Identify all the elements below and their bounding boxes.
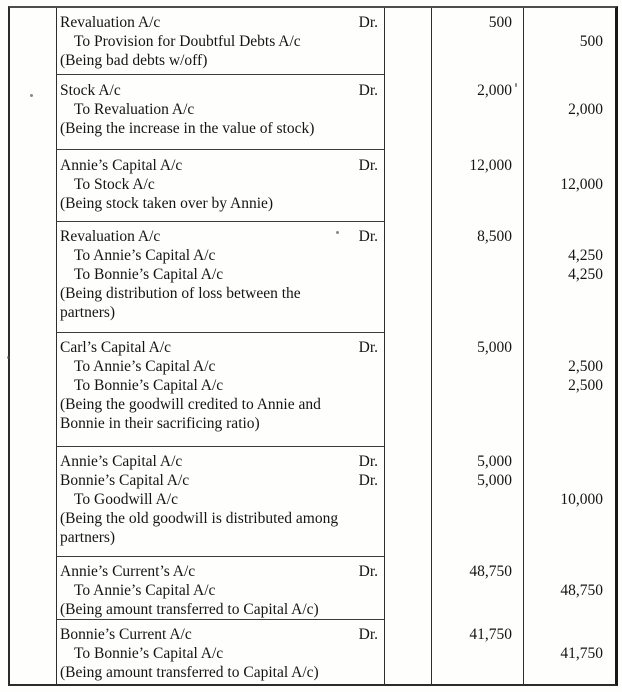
ledger-folio-cell [384, 333, 431, 447]
scan-speck [7, 356, 10, 359]
debit-amount [432, 581, 523, 600]
account-line [60, 100, 380, 119]
journal-entry-row [10, 150, 615, 222]
narration-line [60, 395, 380, 414]
scan-speck [336, 231, 339, 234]
account-name: Bonnie’s Current A/c [60, 626, 192, 643]
account-line [60, 338, 380, 357]
debit-amount [432, 663, 523, 682]
account-line [60, 156, 380, 175]
narration-text: (Being distribution of loss between the [60, 285, 301, 302]
credit-amount [524, 562, 615, 581]
credit-amount [524, 194, 615, 213]
narration-line [60, 509, 380, 528]
credit-amount-cell [523, 557, 615, 620]
credit-amount [524, 284, 615, 303]
account-name: Annie’s Capital A/c [60, 157, 183, 174]
credit-amount [524, 227, 615, 246]
date-cell [10, 620, 56, 684]
dr-label: Dr. [358, 563, 378, 580]
account-name: Stock A/c [60, 82, 121, 99]
credit-amount [524, 338, 615, 357]
debit-amount: 5,000 [477, 472, 512, 489]
credit-amount [524, 414, 615, 433]
account-name: To Bonnie’s Capital A/c [74, 377, 224, 394]
credit-amount: 4,250 [568, 247, 603, 264]
credit-amount: 2,500 [568, 358, 603, 375]
account-line [60, 265, 380, 284]
debit-amount [432, 265, 523, 284]
account-name: To Annie’s Capital A/c [74, 358, 216, 375]
credit-amount: 500 [579, 33, 603, 50]
particulars-cell [56, 150, 384, 222]
narration-line [60, 663, 380, 682]
journal-entry-row [10, 557, 615, 620]
credit-amount [524, 452, 615, 471]
credit-amount-cell [523, 8, 615, 75]
dr-label: Dr. [358, 339, 378, 356]
dr-label: Dr. [358, 626, 378, 643]
debit-amount [432, 100, 523, 119]
narration-text: (Being stock taken over by Annie) [60, 195, 274, 212]
credit-amount [524, 13, 615, 32]
credit-amount [524, 471, 615, 490]
credit-amount: 10,000 [560, 491, 603, 508]
debit-amount: 2,000 [477, 82, 512, 99]
account-name: Bonnie’s Capital A/c [60, 472, 190, 489]
particulars-cell [56, 222, 384, 333]
debit-amount [432, 303, 523, 322]
scan-speck [30, 94, 33, 97]
account-line [60, 644, 380, 663]
narration-text: (Being the goodwill credited to Annie and [60, 396, 321, 413]
debit-amount: 48,750 [469, 563, 512, 580]
journal-entry-row [10, 333, 615, 447]
credit-amount: 4,250 [568, 266, 603, 283]
debit-amount-cell [431, 222, 523, 333]
ledger-folio-cell [384, 150, 431, 222]
credit-amount-cell [523, 222, 615, 333]
dr-label: Dr. [358, 157, 378, 174]
debit-amount: 5,000 [477, 453, 512, 470]
ledger-folio-cell [384, 447, 431, 557]
account-name: Annie’s Current’s A/c [60, 563, 196, 580]
account-line [60, 227, 380, 246]
narration-line [60, 51, 380, 70]
account-name: To Bonnie’s Capital A/c [74, 266, 224, 283]
credit-amount [524, 156, 615, 175]
narration-line [60, 303, 380, 322]
narration-text: (Being the old goodwill is distributed among [60, 510, 339, 527]
account-line [60, 562, 380, 581]
debit-amount-cell [431, 447, 523, 557]
dr-label: Dr. [358, 228, 378, 245]
debit-amount [432, 51, 523, 70]
journal-entry-row [10, 8, 615, 75]
credit-amount-cell [523, 620, 615, 684]
credit-amount [524, 509, 615, 528]
account-line [60, 32, 380, 51]
account-line [60, 357, 380, 376]
credit-amount: 41,750 [560, 645, 603, 662]
debit-amount: 500 [488, 14, 512, 31]
debit-amount-cell [431, 620, 523, 684]
account-line [60, 625, 380, 644]
narration-text: partners) [60, 304, 116, 321]
narration-text: partners) [60, 529, 116, 546]
account-line [60, 581, 380, 600]
account-name: Carl’s Capital A/c [60, 339, 172, 356]
credit-amount [524, 528, 615, 547]
narration-line [60, 600, 380, 619]
debit-amount [432, 357, 523, 376]
narration-line [60, 119, 380, 138]
particulars-cell [56, 620, 384, 684]
debit-amount-cell [431, 333, 523, 447]
journal-table [8, 6, 618, 686]
narration-line [60, 528, 380, 547]
account-name: Revaluation A/c [60, 228, 161, 245]
ledger-folio-cell [384, 8, 431, 75]
credit-amount [524, 625, 615, 644]
credit-amount-cell [523, 150, 615, 222]
debit-amount [432, 490, 523, 509]
account-line [60, 376, 380, 395]
date-cell [10, 75, 56, 150]
narration-line [60, 284, 380, 303]
debit-amount [432, 528, 523, 547]
debit-amount-cell [431, 8, 523, 75]
ledger-folio-cell [384, 620, 431, 684]
date-cell [10, 447, 56, 557]
debit-amount [432, 395, 523, 414]
date-cell [10, 222, 56, 333]
debit-amount [432, 600, 523, 619]
particulars-cell [56, 8, 384, 75]
debit-amount-cell [431, 75, 523, 150]
journal-entry-row [10, 75, 615, 150]
credit-amount: 12,000 [560, 176, 603, 193]
debit-amount [432, 175, 523, 194]
credit-amount-cell [523, 75, 615, 150]
debit-amount-cell [431, 557, 523, 620]
credit-amount-cell [523, 447, 615, 557]
debit-amount [432, 284, 523, 303]
date-cell [10, 333, 56, 447]
narration-line [60, 414, 380, 433]
account-line [60, 452, 380, 471]
narration-text: (Being amount transferred to Capital A/c) [60, 664, 319, 681]
account-name: Annie’s Capital A/c [60, 453, 183, 470]
credit-amount [524, 663, 615, 682]
credit-amount [524, 51, 615, 70]
account-line [60, 13, 380, 32]
credit-amount: 48,750 [560, 582, 603, 599]
journal-entry-row [10, 222, 615, 333]
account-line [60, 175, 380, 194]
date-cell [10, 8, 56, 75]
narration-text: (Being the increase in the value of stock) [60, 120, 315, 137]
account-name: To Annie’s Capital A/c [74, 247, 216, 264]
credit-amount [524, 600, 615, 619]
narration-text: (Being amount transferred to Capital A/c) [60, 601, 319, 618]
debit-amount: 8,500 [477, 228, 512, 245]
particulars-cell [56, 447, 384, 557]
date-cell [10, 557, 56, 620]
journal-entry-row [10, 620, 615, 684]
debit-amount [432, 414, 523, 433]
narration-text: (Being bad debts w/off) [60, 52, 208, 69]
account-name: To Annie’s Capital A/c [74, 582, 216, 599]
account-name: Revaluation A/c [60, 14, 161, 31]
credit-amount: 2,000 [568, 101, 603, 118]
ledger-folio-cell [384, 222, 431, 333]
debit-amount [432, 246, 523, 265]
debit-amount: 12,000 [469, 157, 512, 174]
journal-entry-row [10, 447, 615, 557]
account-line [60, 471, 380, 490]
particulars-cell [56, 75, 384, 150]
debit-amount [432, 194, 523, 213]
account-name: To Provision for Doubtful Debts A/c [74, 33, 301, 50]
account-name: To Revaluation A/c [74, 101, 195, 118]
dr-label: Dr. [358, 82, 378, 99]
account-name: To Goodwill A/c [74, 491, 178, 508]
debit-amount-cell [431, 150, 523, 222]
credit-amount [524, 303, 615, 322]
debit-amount [432, 119, 523, 138]
narration-line [60, 194, 380, 213]
debit-amount [432, 509, 523, 528]
ledger-folio-cell [384, 557, 431, 620]
narration-text: Bonnie in their sacrificing ratio) [60, 415, 260, 432]
credit-amount [524, 81, 615, 100]
debit-amount [432, 376, 523, 395]
dr-label: Dr. [358, 14, 378, 31]
account-line [60, 81, 380, 100]
date-cell [10, 150, 56, 222]
particulars-cell [56, 557, 384, 620]
particulars-cell [56, 333, 384, 447]
account-name: To Stock A/c [74, 176, 155, 193]
account-name: To Bonnie’s Capital A/c [74, 645, 224, 662]
ledger-folio-cell [384, 75, 431, 150]
credit-amount: 2,500 [568, 377, 603, 394]
scan-speck [515, 83, 517, 87]
debit-amount [432, 644, 523, 663]
account-line [60, 246, 380, 265]
debit-amount [432, 32, 523, 51]
dr-label: Dr. [358, 472, 378, 489]
credit-amount-cell [523, 333, 615, 447]
debit-amount: 5,000 [477, 339, 512, 356]
debit-amount: 41,750 [469, 626, 512, 643]
dr-label: Dr. [358, 453, 378, 470]
credit-amount [524, 119, 615, 138]
account-line [60, 490, 380, 509]
credit-amount [524, 395, 615, 414]
